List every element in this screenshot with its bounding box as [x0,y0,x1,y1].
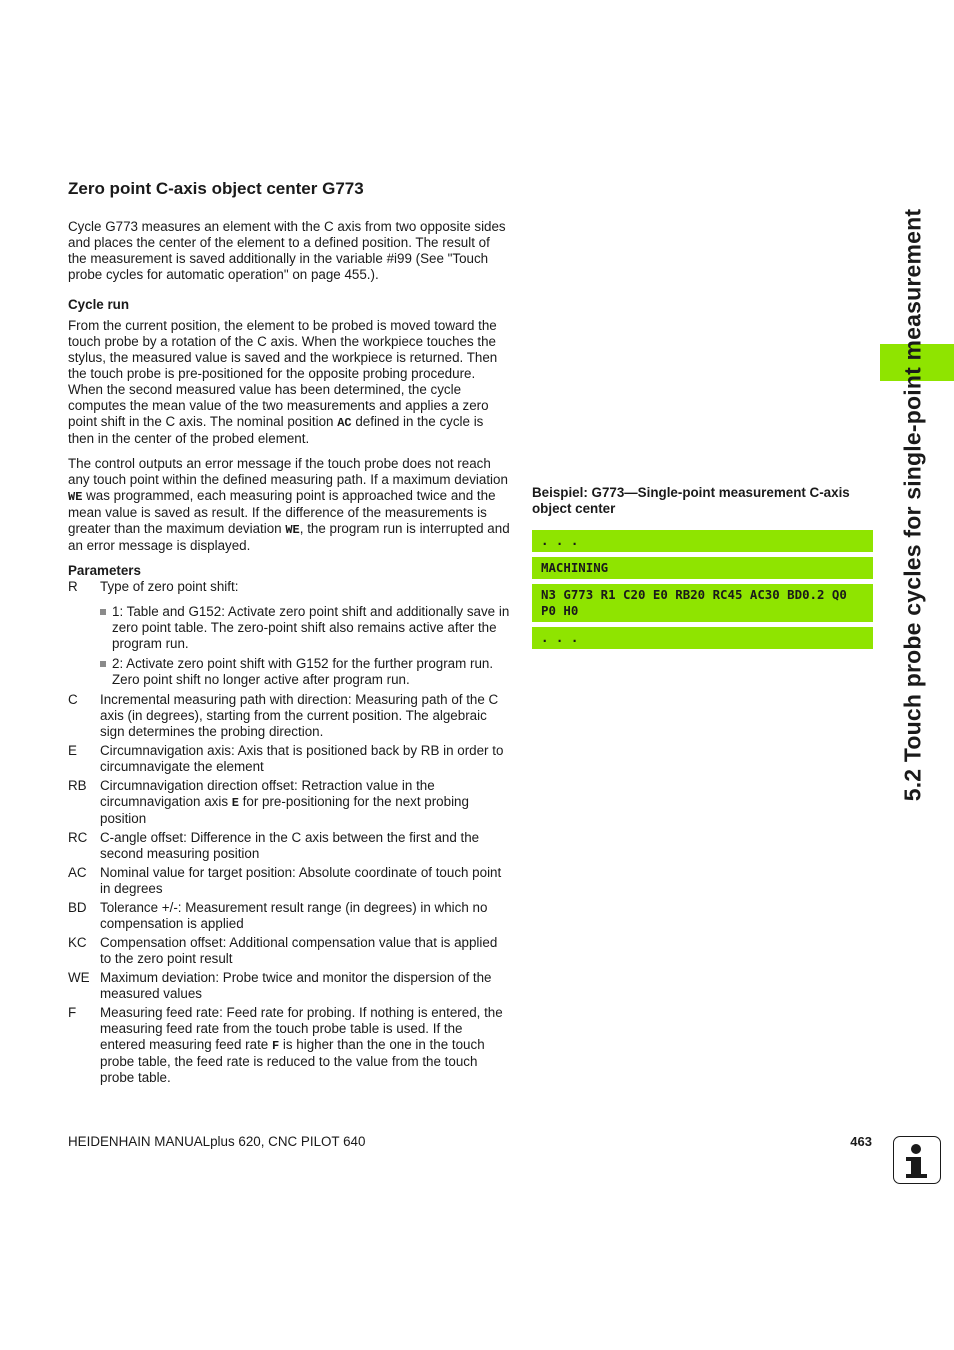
cycle-run-paragraph-2: The control outputs an error message if the touch probe does not reach any touch point within the defined measuring path. If a maximum deviation WE was programmed, each measuring point is approached twice and the mean value is saved as result. If the difference of the measurements is greater than the maximum deviation WE, the program run is interrupted and an error message is displayed. [68,456,510,553]
parameter-desc: Incremental measuring path with direction: Measuring path of the C axis (in degrees), starting from the current position. The algebraic sign determines the probing direction. [100,692,499,739]
parameter-item-we [68,970,510,1002]
parameter-item-c [68,692,510,740]
section-title: Zero point C-axis object center G773 [68,179,364,198]
parameter-item-rc [68,830,510,862]
parameter-desc: Measuring feed rate: Feed rate for probing. If nothing is entered, the measuring feed rate from the touch probe table is used. If the entered measuring feed rate F is higher than the one in the touch probe table, the feed rate is reduced to the value from the touch probe table. [100,1005,503,1085]
parameter-desc: C-angle offset: Difference in the C axis between the first and the second measuring position [100,830,480,861]
parameter-desc: Type of zero point shift: [100,579,239,594]
parameter-desc: Circumnavigation direction offset: Retraction value in the circumnavigation axis E for pre-positioning for the next probing position [100,778,469,826]
parameter-code: RC [68,830,88,845]
example-title: Beispiel: G773—Single-point measurement C-axis object center [532,485,850,516]
inline-code: AC [337,416,352,430]
code-line: . . . [532,627,873,649]
parameter-code: RB [68,778,87,793]
inline-code: WE [285,523,300,537]
intro-paragraph: Cycle G773 measures an element with the C axis from two opposite sides and places the center of the element to a defined position. The result of the measurement is saved additionally in the variable #i99 (See "Touch probe cycles for automatic operation" on page 455.). [68,219,506,282]
parameter-item-r [68,579,510,595]
footer-manual-title: HEIDENHAIN MANUALplus 620, CNC PILOT 640 [68,1134,366,1149]
parameters-heading: Parameters [68,563,141,578]
parameter-code: F [68,1005,77,1020]
parameter-code: BD [68,900,87,915]
inline-code: WE [68,490,83,504]
list-item: 1: Table and G152: Activate zero point shift and additionally save in zero point table. The zero-point shift also remains active after the program run. [100,604,510,652]
inline-code: F [271,1039,280,1053]
r-options-list [100,604,510,688]
parameter-code: WE [68,970,90,985]
code-line: . . . [532,530,873,552]
parameter-desc: Maximum deviation: Probe twice and monitor the dispersion of the measured values [100,970,492,1001]
code-line: N3 G773 R1 C20 E0 RB20 RC45 AC30 BD0.2 Q0 P0 H0 [532,584,873,622]
parameter-code: KC [68,935,87,950]
info-icon [893,1136,941,1184]
parameter-code: E [68,743,77,758]
parameter-desc: Tolerance +/-: Measurement result range (in degrees) in which no compensation is applied [100,900,488,931]
parameter-desc: Nominal value for target position: Absolute coordinate of touch point in degrees [100,865,502,896]
parameter-item-bd [68,900,510,932]
parameter-code: C [68,692,78,707]
parameter-list [68,579,510,1086]
main-column [68,178,510,1089]
parameter-desc: Circumnavigation axis: Axis that is positioned back by RB in order to circumnavigate the element [100,743,504,774]
parameter-item-ac [68,865,510,897]
parameter-item-f [68,1005,510,1086]
square-bullet-icon [100,609,106,615]
parameter-desc: Compensation offset: Additional compensation value that is applied to the zero point result [100,935,498,966]
inline-code: E [231,796,239,810]
square-bullet-icon [100,661,106,667]
code-line: MACHINING [532,557,873,579]
cycle-run-paragraph-1: From the current position, the element to be probed is moved toward the touch probe by a rotation of the C axis. When the workpiece touches the stylus, the measured value is saved and the workpiece is returned. Then the touch probe is pre-positioned for the opposite probing procedure. When the second measured value has been determined, the cycle computes the mean value of the two measurements and applies a zero point shift in the C axis. The nominal position AC defined in the cycle is then in the center of the probed element. [68,318,498,446]
example-column [532,485,873,654]
parameter-item-kc [68,935,510,967]
page-number: 463 [850,1134,872,1149]
parameter-code: AC [68,865,87,880]
list-item: 2: Activate zero point shift with G152 for the further program run. Zero point shift no longer active after program run. [100,656,510,688]
chapter-side-title: 5.2 Touch probe cycles for single-point measurement [899,208,926,802]
parameter-item-rb [68,778,510,827]
parameter-code: R [68,579,78,594]
cycle-run-heading: Cycle run [68,297,130,312]
parameter-item-e [68,743,510,775]
